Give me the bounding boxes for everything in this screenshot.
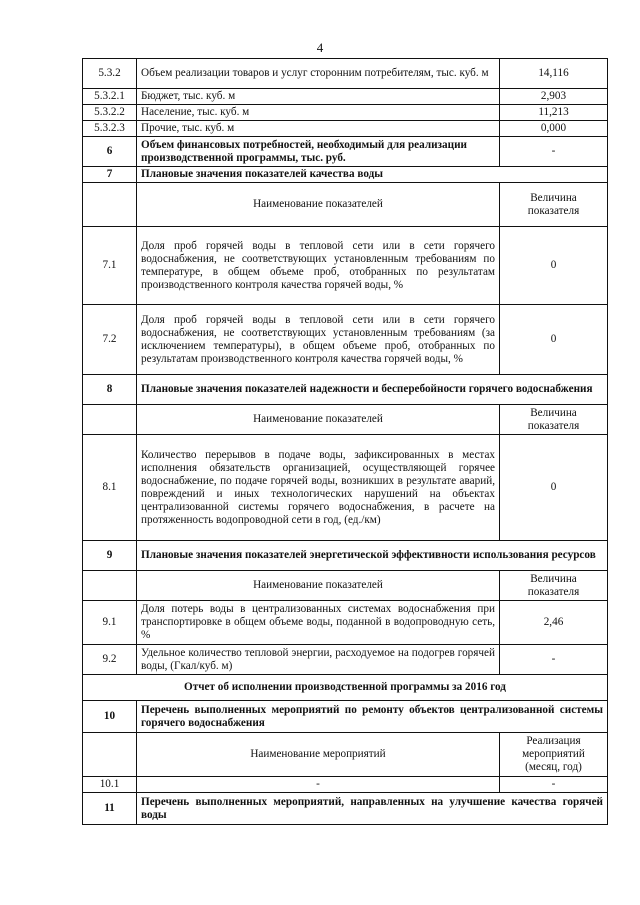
column-header-row xyxy=(83,733,608,777)
column-header-row xyxy=(83,571,608,601)
row-value: - xyxy=(500,645,608,675)
empty-cell xyxy=(83,183,137,227)
row-text: Объем реализации товаров и услуг сторонним потребителям, тыс. куб. м xyxy=(137,59,500,89)
row-number: 5.3.2 xyxy=(83,59,137,89)
row-text: Население, тыс. куб. м xyxy=(137,105,500,121)
program-table xyxy=(82,58,608,825)
header-indicator-name: Наименование показателей xyxy=(137,571,500,601)
section-number: 8 xyxy=(83,375,137,405)
column-header-row xyxy=(83,405,608,435)
section-header-row xyxy=(83,793,608,825)
row-number: 5.3.2.3 xyxy=(83,121,137,137)
section-number: 7 xyxy=(83,167,137,183)
row-value: 11,213 xyxy=(500,105,608,121)
header-indicator-value: Величина показателя xyxy=(500,405,608,435)
row-value: - xyxy=(500,777,608,793)
section-header-row xyxy=(83,541,608,571)
empty-cell xyxy=(83,571,137,601)
table-row xyxy=(83,777,608,793)
row-text: Доля потерь воды в централизованных системах водоснабжения при транспортировке в общем объеме воды, поданной в водопроводную сеть, % xyxy=(137,601,500,645)
row-value: 14,116 xyxy=(500,59,608,89)
table-row xyxy=(83,137,608,167)
table-row xyxy=(83,645,608,675)
table-row xyxy=(83,105,608,121)
section-header-row xyxy=(83,375,608,405)
row-text: Доля проб горячей воды в тепловой сети или в сети горячего водоснабжения, не соответствующих установленным требованиям (за исключением температуры), в общем объеме проб, отобранных по результатам производственного контроля качества горячей воды, % xyxy=(137,305,500,375)
row-text: Доля проб горячей воды в тепловой сети или в сети горячего водоснабжения, не соответствующих установленным требованиям по температуре, в общем объеме проб, отобранных по результатам производственного контроля качества горячей воды, % xyxy=(137,227,500,305)
section-number: 9 xyxy=(83,541,137,571)
empty-cell xyxy=(83,405,137,435)
row-value: 0 xyxy=(500,435,608,541)
table-row xyxy=(83,305,608,375)
row-number: 10.1 xyxy=(83,777,137,793)
header-indicator-value: Величина показателя xyxy=(500,183,608,227)
table-row xyxy=(83,89,608,105)
empty-cell xyxy=(83,733,137,777)
header-realization: Реализация мероприятий (месяц, год) xyxy=(500,733,608,777)
table-row xyxy=(83,435,608,541)
table-row xyxy=(83,59,608,89)
section-title: Перечень выполненных мероприятий по ремонту объектов централизованной системы горячего водоснабжения xyxy=(137,701,608,733)
section-number: 11 xyxy=(83,793,137,825)
section-number: 6 xyxy=(83,137,137,167)
row-number: 8.1 xyxy=(83,435,137,541)
row-text: Удельное количество тепловой энергии, расходуемое на подогрев горячей воды, (Гкал/куб. м) xyxy=(137,645,500,675)
header-indicator-value: Величина показателя xyxy=(500,571,608,601)
row-number: 9.2 xyxy=(83,645,137,675)
row-number: 7.1 xyxy=(83,227,137,305)
row-value: 2,46 xyxy=(500,601,608,645)
section-text: Объем финансовых потребностей, необходимый для реализации производственной программы, тыс. руб. xyxy=(137,137,500,167)
section-title: Плановые значения показателей качества воды xyxy=(137,167,608,183)
table-row xyxy=(83,227,608,305)
row-number: 5.3.2.2 xyxy=(83,105,137,121)
table-row xyxy=(83,601,608,645)
section-number: 10 xyxy=(83,701,137,733)
section-header-row xyxy=(83,167,608,183)
page-number: 4 xyxy=(316,40,324,55)
report-title-row xyxy=(83,675,608,701)
header-indicator-name: Наименование показателей xyxy=(137,405,500,435)
row-text: Прочие, тыс. куб. м xyxy=(137,121,500,137)
row-text: Количество перерывов в подаче воды, зафиксированных в местах исполнения обязательств организацией, осуществляющей горячее водоснабжение, по подаче горячей воды, возникших в результате аварий, повреждений и иных технологических нарушений на объектах централизованной системы горячего водоснабжения, в расчете на протяженность водопроводной сети в год, (ед./км) xyxy=(137,435,500,541)
section-header-row xyxy=(83,701,608,733)
report-title: Отчет об исполнении производственной программы за 2016 год xyxy=(83,675,608,701)
row-text: - xyxy=(137,777,500,793)
row-value: 0 xyxy=(500,227,608,305)
section-title: Перечень выполненных мероприятий, направленных на улучшение качества горячей воды xyxy=(137,793,608,825)
row-text: Бюджет, тыс. куб. м xyxy=(137,89,500,105)
row-value: 0,000 xyxy=(500,121,608,137)
column-header-row xyxy=(83,183,608,227)
row-number: 5.3.2.1 xyxy=(83,89,137,105)
section-title: Плановые значения показателей надежности и бесперебойности горячего водоснабжения xyxy=(137,375,608,405)
section-title: Плановые значения показателей энергетической эффективности использования ресурсов xyxy=(137,541,608,571)
row-value: 2,903 xyxy=(500,89,608,105)
header-measures: Наименование мероприятий xyxy=(137,733,500,777)
header-indicator-name: Наименование показателей xyxy=(137,183,500,227)
row-value: - xyxy=(500,137,608,167)
row-value: 0 xyxy=(500,305,608,375)
row-number: 7.2 xyxy=(83,305,137,375)
row-number: 9.1 xyxy=(83,601,137,645)
table-row xyxy=(83,121,608,137)
